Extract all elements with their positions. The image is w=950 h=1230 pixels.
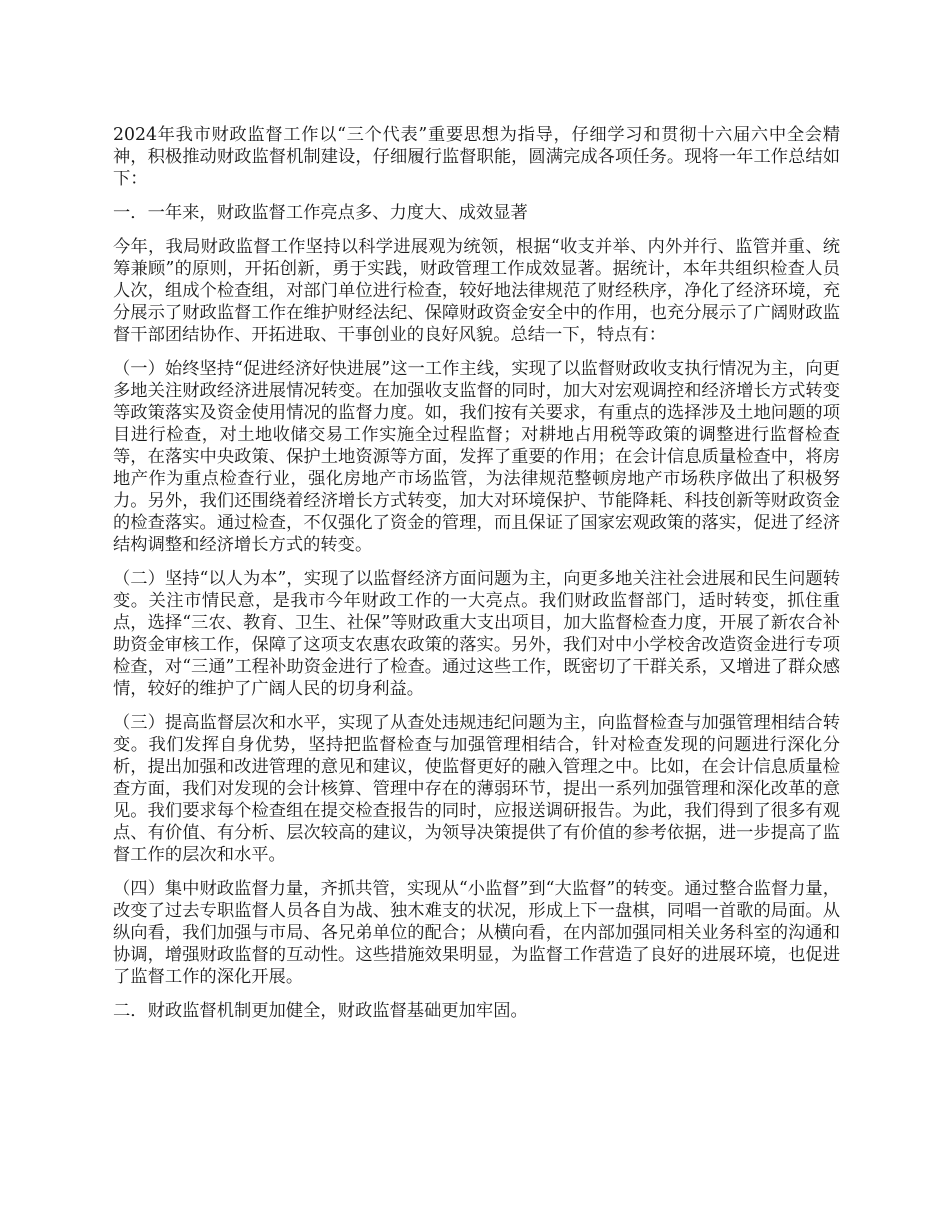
point-3-paragraph: （三）提高监督层次和水平，实现了从查处违规违纪问题为主，向监督检查与加强管理相结合转变。我们发挥自身优势，坚持把监督检查与加强管理相结合，针对检查发现的问题进行深化分析，提出加强和改进管理的意见和建议，使监督更好的融入管理之中。比如，在会计信息质量检查方面，我们对发现的会计核算、管理中存在的薄弱环节，提出一系列加强管理和深化改革的意见。我们要求每个检查组在提交检查报告的同时，应报送调研报告。为此，我们得到了很多有观点、有价值、有分析、层次较高的建议，为领导决策提供了有价值的参考依据，进一步提高了监督工作的层次和水平。 [113,713,840,865]
document-page [113,124,840,1034]
section-2-heading: 二．财政监督机制更加健全，财政监督基础更加牢固。 [113,1001,528,1021]
intro-paragraph: 2024年我市财政监督工作以“三个代表”重要思想为指导，仔细学习和贯彻十六届六中全会精神，积极推动财政监督机制建设，仔细履行监督职能，圆满完成各项任务。现将一年工作总结如下： [113,125,840,189]
section-1-heading: 一．一年来，财政监督工作亮点多、力度大、成效显著 [113,203,528,223]
point-2-paragraph: （二）坚持“以人为本”，实现了以监督经济方面问题为主，向更多地关注社会进展和民生问题转变。关注市情民意，是我市今年财政工作的一大亮点。我们财政监督部门，适时转变，抓住重点，选择“三农、教育、卫生、社保”等财政重大支出项目，加大监督检查力度，开展了新农合补助资金审核工作，保障了这项支农惠农政策的落实。另外，我们对中小学校舍改造资金进行专项检查，对“三通”工程补助资金进行了检查。通过这些工作，既密切了干群关系，又增进了群众感情，较好的维护了广阔人民的切身利益。 [113,569,840,699]
point-4-paragraph: （四）集中财政监督力量，齐抓共管，实现从“小监督”到“大监督”的转变。通过整合监督力量，改变了过去专职监督人员各自为战、独木难支的状况，形成上下一盘棋，同唱一首歌的局面。从纵向看，我们加强与市局、各兄弟单位的配合；从横向看，在内部加强同相关业务科室的沟通和协调，增强财政监督的互动性。这些措施效果明显，为监督工作营造了良好的进展环境，也促进了监督工作的深化开展。 [113,879,840,987]
point-1-paragraph: （一）始终坚持“促进经济好快进展”这一工作主线，实现了以监督财政收支执行情况为主，向更多地关注财政经济进展情况转变。在加强收支监督的同时，加大对宏观调控和经济增长方式转变等政策落实及资金使用情况的监督力度。如，我们按有关要求，有重点的选择涉及土地问题的项目进行检查，对土地收储交易工作实施全过程监督；对耕地占用税等政策的调整进行监督检查等，在落实中央政策、保护土地资源等方面，发挥了重要的作用；在会计信息质量检查中，将房地产作为重点检查行业，强化房地产市场监管，为法律规范整顿房地产市场秩序做出了积极努力。另外，我们还围绕着经济增长方式转变，加大对环境保护、节能降耗、科技创新等财政资金的检查落实。通过检查，不仅强化了资金的管理，而且保证了国家宏观政策的落实，促进了经济结构调整和经济增长方式的转变。 [113,359,840,555]
section-1-intro-paragraph: 今年，我局财政监督工作坚持以科学进展观为统领，根据“收支并举、内外并行、监管并重、统筹兼顾”的原则，开拓创新，勇于实践，财政管理工作成效显著。据统计，本年共组织检查人员人次，组成个检查组，对部门单位进行检查，较好地法律规范了财经秩序，净化了经济环境，充分展示了财政监督工作在维护财经法纪、保障财政资金安全中的作用，也充分展示了广阔财政监督干部团结协作、开拓进取、干事创业的良好风貌。总结一下，特点有： [113,237,840,345]
